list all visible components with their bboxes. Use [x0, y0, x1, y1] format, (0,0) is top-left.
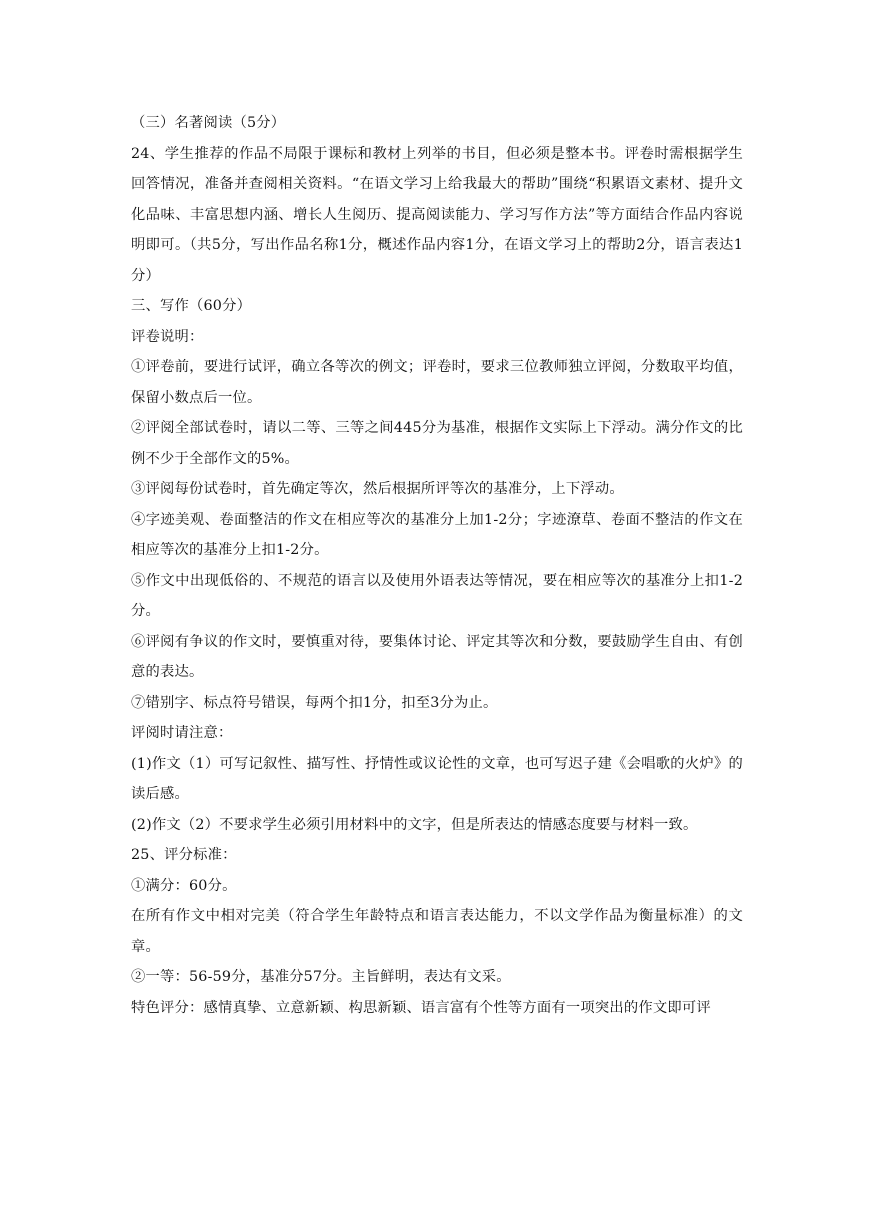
grading-note-6: ⑥评阅有争议的作文时，要慎重对待，要集体讨论、评定其等次和分数，要鼓励学生自由、有创意的表达。	[131, 633, 743, 680]
grading-notes-heading: 评卷说明：	[131, 328, 204, 345]
full-score-description: 在所有作文中相对完美（符合学生年龄特点和语言表达能力，不以文学作品为衡量标准）的文章。	[131, 908, 743, 955]
answer-24: 24、学生推荐的作品不局限于课标和教材上列举的书目，但必须是整本书。评卷时需根据学生回答情况，准备并查阅相关资料。“在语文学习上给我最大的帮助”围绕“积累语文素材、提升文化品味、丰富思想内涵、增长人生阅历、提高阅读能力、学习写作方法”等方面结合作品内容说明即可。（共5分，写出作品名称1分，概述作品内容1分，在语文学习上的帮助2分，语言表达1分）	[131, 145, 743, 284]
grading-note-3: ③评阅每份试卷时，首先确定等次，然后根据所评等次的基准分，上下浮动。	[131, 481, 624, 497]
section-heading-classics-reading: （三）名著阅读（5分）	[131, 115, 286, 131]
full-score-line: ①满分：60分。	[131, 877, 237, 894]
grading-note-5: ⑤作文中出现低俗的、不规范的语言以及使用外语表达等情况，要在相应等次的基准分上扣1-2分。	[131, 572, 743, 619]
grading-note-7: ⑦错别字、标点符号错误，每两个扣1分，扣至3分为止。	[131, 694, 498, 711]
attention-heading: 评阅时请注意：	[131, 725, 233, 741]
first-grade-line: ②一等：56-59分，基准分57分。主旨鲜明，表达有文采。	[131, 969, 511, 985]
document-page	[131, 108, 743, 1023]
grading-note-4: ④字迹美观、卷面整洁的作文在相应等次的基准分上加1-2分；字迹潦草、卷面不整洁的作文在相应等次的基准分上扣1-2分。	[131, 511, 743, 558]
grading-note-2: ②评阅全部试卷时，请以二等、三等之间445分为基准，根据作文实际上下浮动。满分作文的比例不少于全部作文的5%。	[131, 420, 743, 467]
attention-note-1: (1)作文（1）可写记叙性、描写性、抒情性或议论性的文章，也可写迟子建《会唱歌的火炉》的读后感。	[131, 755, 743, 802]
section-heading-writing: 三、写作（60分）	[131, 298, 252, 314]
grading-note-1: ①评卷前，要进行试评，确立各等次的例文；评卷时，要求三位教师独立评阅，分数取平均值，保留小数点后一位。	[131, 359, 743, 406]
attention-note-2: (2)作文（2）不要求学生必须引用材料中的文字，但是所表达的情感态度要与材料一致。	[131, 816, 698, 833]
special-scoring-line: 特色评分：感情真挚、立意新颖、构思新颖、语言富有个性等方面有一项突出的作文即可评	[131, 999, 711, 1016]
scoring-standard-heading: 25、评分标准：	[131, 847, 237, 863]
